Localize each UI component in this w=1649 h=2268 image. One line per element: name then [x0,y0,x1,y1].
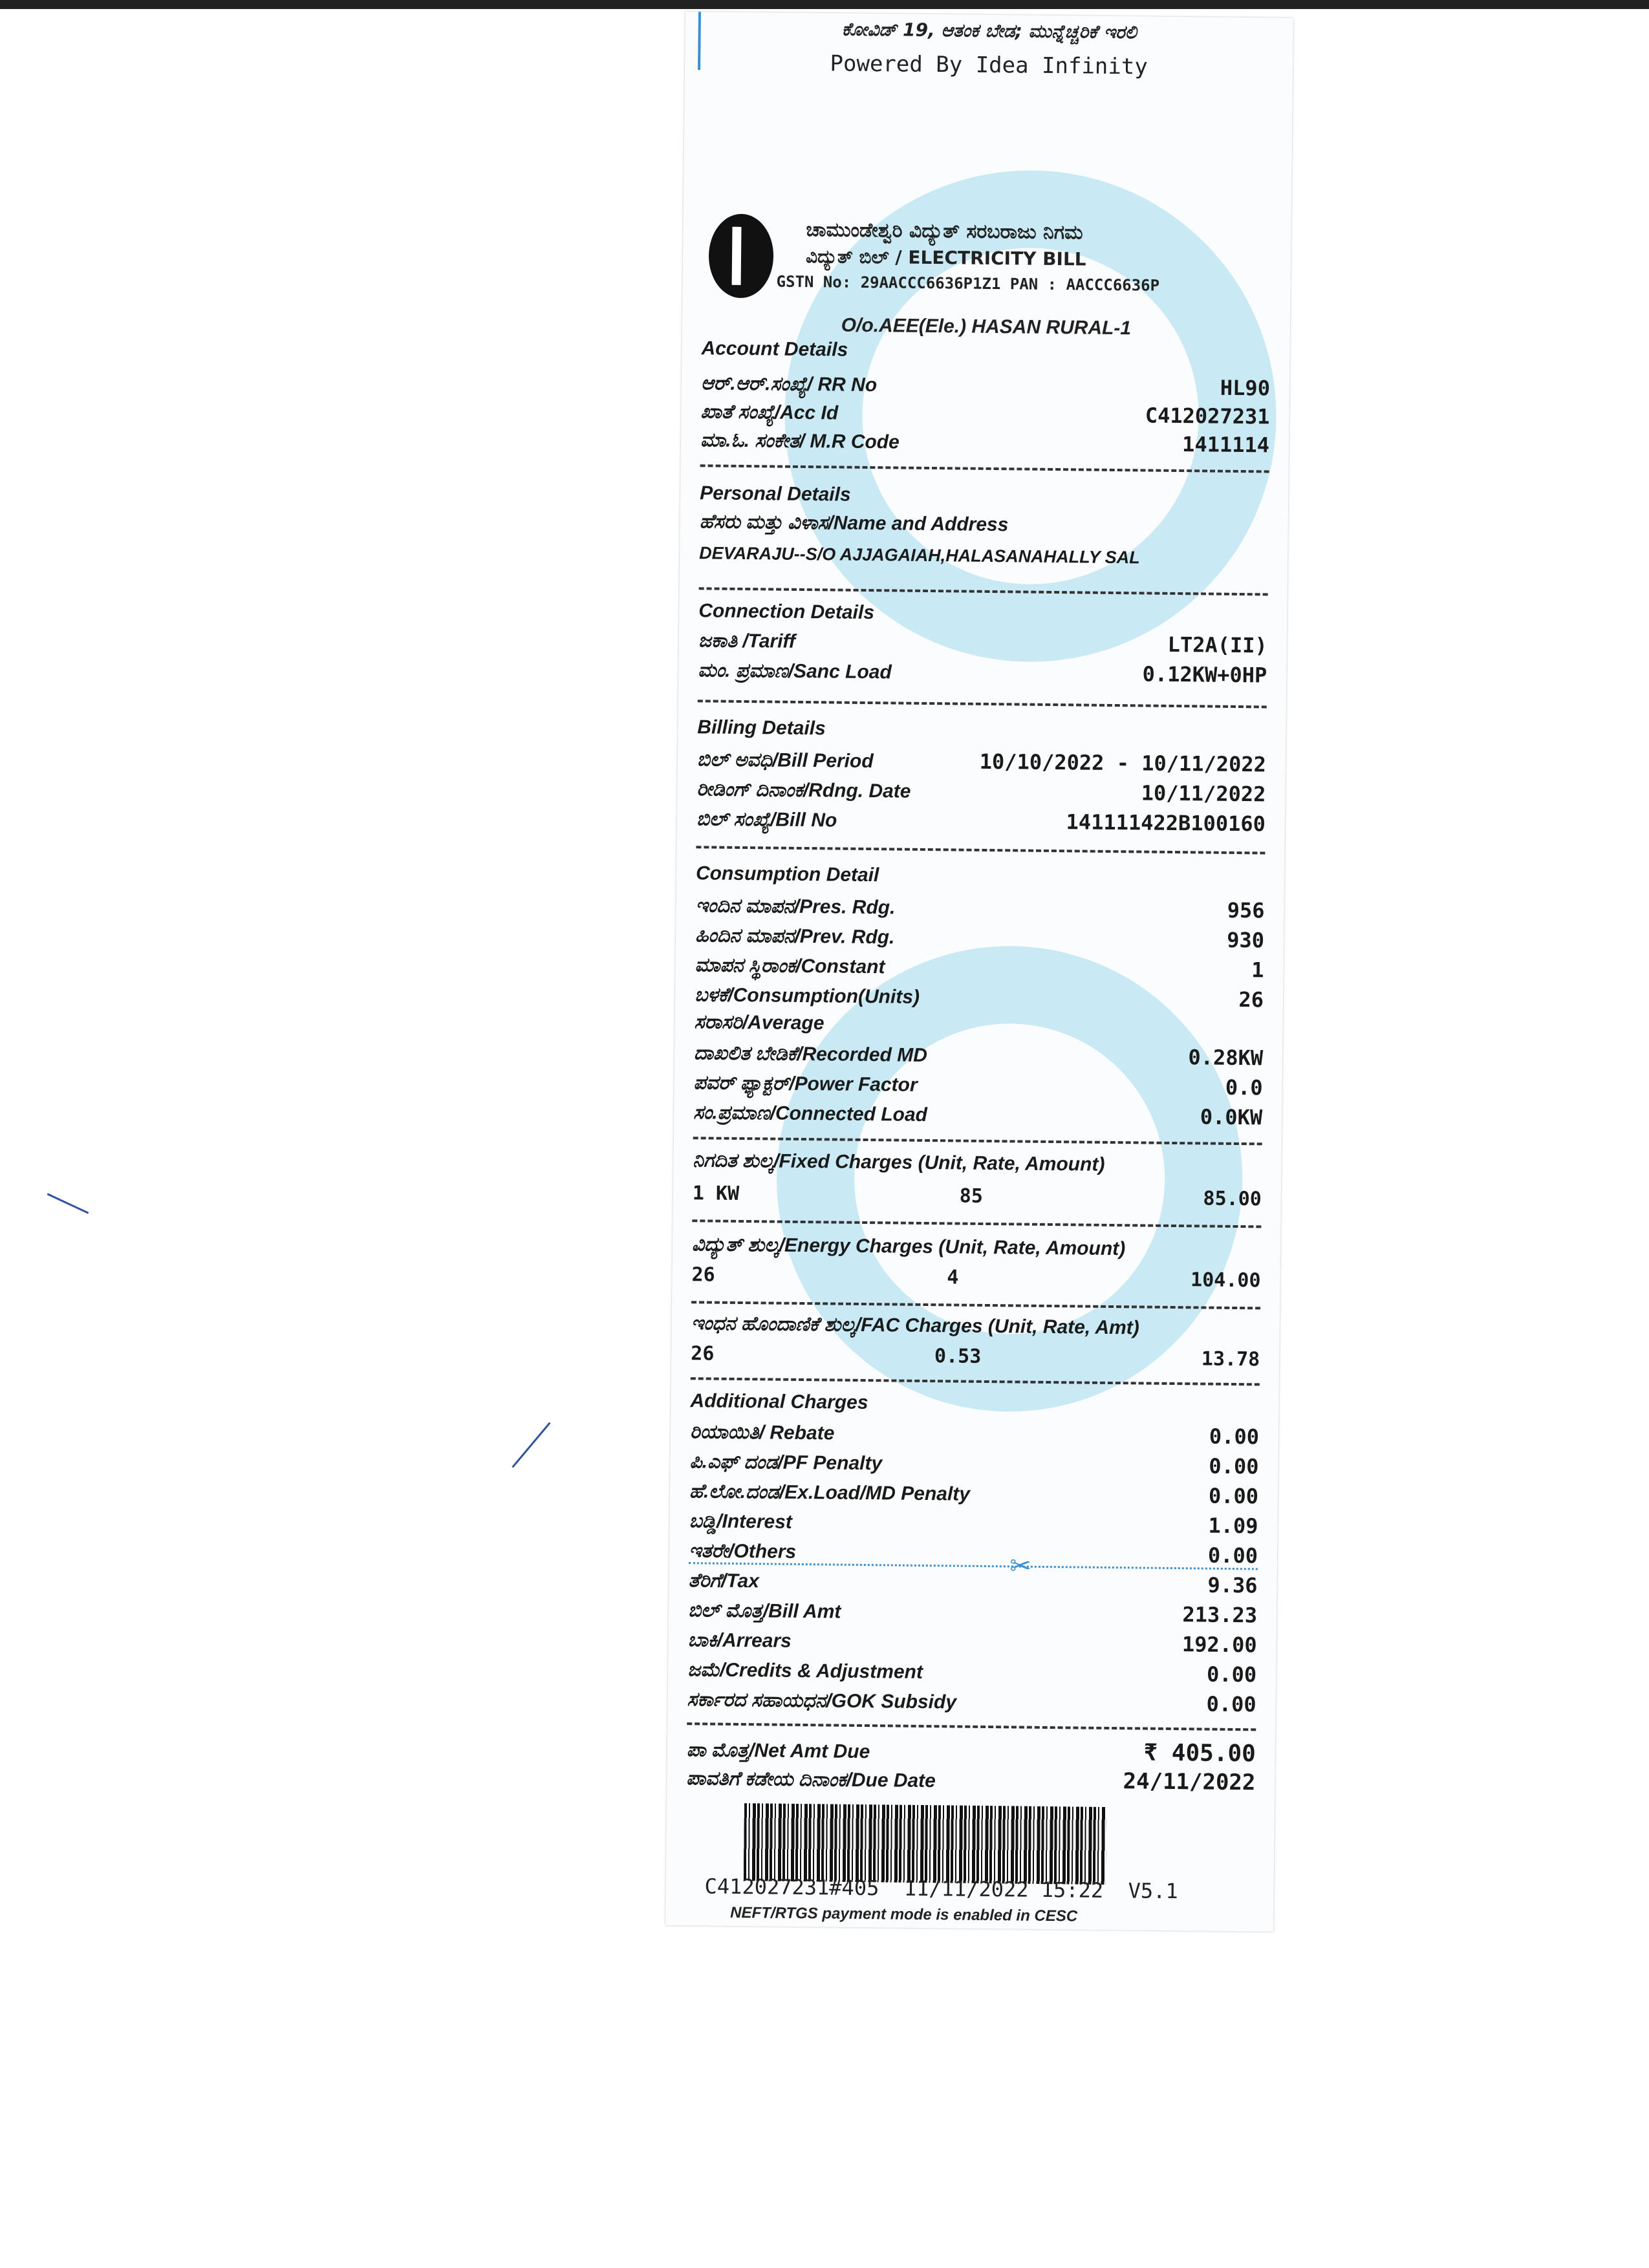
tariff-row: ಜಕಾತಿ /Tariff LT2A(II) [698,630,1267,658]
acc-id-row: ಖಾತೆ ಸಂಖ್ಯೆ/Acc Id C412027231 [700,401,1270,429]
credits-row: ಜಮೆ/Credits & Adjustment 0.00 [687,1659,1257,1687]
name-address: DEVARAJU--S/O AJJAGAIAH,HALASANAHALLY SAL [699,543,1140,568]
fac-unit: 26 [691,1342,715,1365]
billing-heading: Billing Details [697,716,826,740]
pen-mark [512,1422,550,1468]
rr-no-row: ಆರ್.ಆರ್.ಸಂಖ್ಯೆ/ RR No HL90 [700,372,1271,401]
fixed-rate: 85 [959,1184,984,1208]
covid-notice: ಕೋವಿಡ್ 19, ಆತಂಕ ಬೇಡ; ಮುನ್ನೆಚ್ಚರಿಕೆ ಇರಲಿ [841,18,1137,43]
scissors-icon: ✂ [1009,1551,1032,1581]
fixed-unit: 1 KW [692,1182,740,1205]
gstn: GSTN No: 29AACCC6636P1Z1 PAN : AACCC6636P [776,272,1160,295]
separator [687,1722,1256,1731]
previous-reading-row: ಹಿಂದಿನ ಮಾಪನ/Prev. Rdg. 930 [695,925,1265,953]
barcode [744,1803,1106,1885]
company-name: ಚಾಮುಂಡೇಶ್ವರಿ ವಿದ್ಯುತ್ ಸರಬರಾಜು ನಿಗಮ [806,218,1083,244]
cesc-logo-icon [708,213,773,298]
pf-penalty-row: ಪಿ.ಎಫ್ ದಂಡ/PF Penalty 0.00 [689,1451,1259,1479]
separator [696,846,1265,854]
bill-amount-row: ಬಿಲ್ ಮೊತ್ತ/Bill Amt 213.23 [687,1599,1258,1628]
fac-rate: 0.53 [934,1345,982,1368]
present-reading-row: ಇಂದಿನ ಮಾಪನ/Pres. Rdg. 956 [695,895,1265,923]
separator [698,700,1267,708]
connected-load-row: ಸಂ.ಪ್ರಮಾಣ/Connected Load 0.0KW [693,1102,1263,1130]
electricity-bill-receipt [665,12,1293,1932]
fixed-amount: 85.00 [1203,1187,1262,1211]
power-factor-row: ಪವರ್ ಫ್ಯಾಕ್ಟರ್/Power Factor 0.0 [693,1072,1263,1100]
personal-heading: Personal Details [700,482,851,506]
scan-top-edge [0,0,1649,9]
consumption-units-row: ಬಳಕೆ/Consumption(Units) 26 [694,984,1264,1012]
footer-code: C412027231#405 11/11/2022 15:22 V5.1 [704,1874,1178,1904]
connection-heading: Connection Details [698,600,875,624]
name-label: ಹೆಸರು ಮತ್ತು ವಿಳಾಸ/Name and Address [699,511,1009,536]
rebate-row: ರಿಯಾಯಿತಿ/ Rebate 0.00 [689,1421,1260,1450]
consumption-heading: Consumption Detail [695,862,879,886]
energy-charges-heading: ವಿದ್ಯುತ್ ಶುಲ್ಕ/Energy Charges (Unit, Rate, Amount) [691,1234,1126,1260]
energy-rate: 4 [947,1266,959,1289]
bill-period-row: ಬಿಲ್ ಅವಧಿ/Bill Period 10/10/2022 - 10/11/2022 [696,749,1267,777]
energy-amount: 104.00 [1190,1268,1261,1292]
sanc-load-row: ಮಂ. ಪ್ರಮಾಣ/Sanc Load 0.12KW+0HP [698,659,1267,688]
additional-heading: Additional Charges [690,1390,868,1414]
office: O/o.AEE(Ele.) HASAN RURAL-1 [841,314,1132,339]
tax-row: ತೆರಿಗೆ/Tax 9.36 [688,1570,1258,1598]
due-date-row: ಪಾವತಿಗೆ ಕಡೇಯ ದಿನಾಂಕ/Due Date 24/11/2022 [686,1768,1256,1796]
fac-amount: 13.78 [1201,1347,1260,1371]
recorded-md-row: ದಾಖಲಿತ ಬೇಡಿಕೆ/Recorded MD 0.28KW [693,1042,1264,1071]
fixed-charges-heading: ನಿಗದಿತ ಶುಲ್ಕ/Fixed Charges (Unit, Rate, Amount) [693,1150,1105,1175]
others-row: ಇತರೇ/Others 0.00 [688,1540,1258,1568]
fac-charges-heading: ಇಂಧನ ಹೊಂದಾಣಿಕೆ ಶುಲ್ಕ/FAC Charges (Unit, Rate, Amt) [691,1312,1139,1339]
constant-row: ಮಾಪನ ಸ್ಥಿರಾಂಕ/Constant 1 [695,954,1264,983]
interest-row: ಬಡ್ಡಿ/Interest 1.09 [689,1510,1258,1539]
pen-mark [47,1193,89,1214]
arrears-row: ಬಾಕಿ/Arrears 192.00 [687,1629,1257,1658]
energy-unit: 26 [691,1263,715,1287]
md-penalty-row: ಹೆ.ಲೋ.ದಂಡ/Ex.Load/MD Penalty 0.00 [689,1481,1259,1509]
mr-code-row: ಮಾ.ಓ. ಸಂಕೇತ/ M.R Code 1411114 [700,429,1270,458]
bill-title: ವಿದ್ಯುತ್ ಬಿಲ್ / ELECTRICITY BILL [805,245,1086,270]
average-row: ಸರಾಸರಿ/Average [694,1011,824,1034]
bill-no-row: ಬಿಲ್ ಸಂಖ್ಯೆ/Bill No 141111422B100160 [696,808,1266,837]
net-amount-row: ಪಾ ಮೊತ್ತ/Net Amt Due ₹ 405.00 [686,1739,1256,1768]
account-heading: Account Details [701,337,848,361]
footer-note: NEFT/RTGS payment mode is enabled in CESC [730,1903,1078,1925]
reading-date-row: ರೀಡಿಂಗ್ ದಿನಾಂಕ/Rdng. Date 10/11/2022 [696,778,1266,807]
powered-by: Powered By Idea Infinity [830,50,1148,80]
fac-charges-values [691,1342,1260,1371]
gok-subsidy-row: ಸರ್ಕಾರದ ಸಹಾಯಧನ/GOK Subsidy 0.00 [687,1689,1256,1717]
